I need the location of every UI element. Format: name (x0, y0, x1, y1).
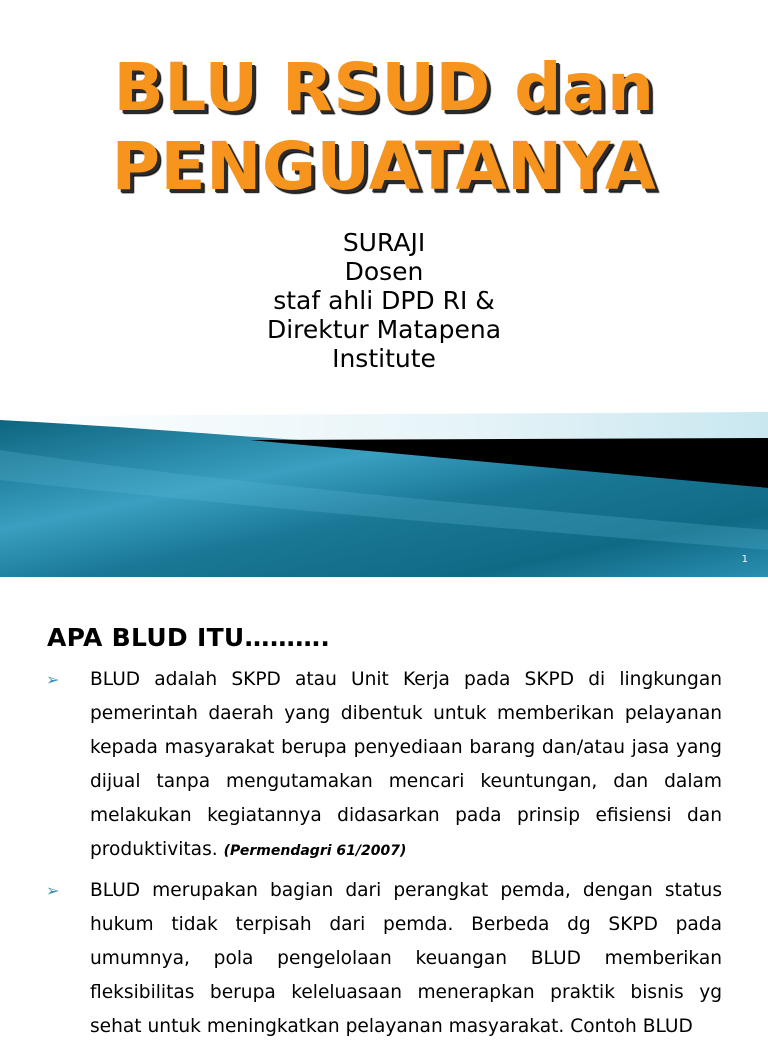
slide-heading: APA BLUD ITU………. (47, 623, 331, 652)
chevron-right-icon: ➢ (46, 881, 60, 900)
slide-subtitle (0, 228, 768, 373)
bullet-item-2 (46, 874, 722, 1044)
subtitle-line-1: SURAJI (342, 228, 426, 257)
page-number: 1 (741, 554, 748, 565)
slide-title-line-2: PENGUATANYA (111, 128, 657, 205)
content-slide (0, 577, 768, 1037)
bullet-list (46, 663, 722, 1050)
bullet-text-1: BLUD adalah SKPD atau Unit Kerja pada SKPD di lingkungan pemerintah daerah yang dibentuk untuk memberikan pelayanan kepada masyarakat berupa penyediaan barang dan/atau jasa yang dijual tanpa mengutamakan mencari keuntungan, dan dalam melakukan kegiatannya didasarkan pada prinsip efisiensi dan produktivitas. (90, 669, 722, 860)
subtitle-line-2: Dosen (344, 257, 424, 286)
decorative-swoosh-band (0, 410, 768, 577)
slide-title (0, 48, 768, 206)
subtitle-line-3: staf ahli DPD RI & (273, 286, 495, 315)
subtitle-line-5: Institute (332, 344, 436, 373)
bullet-text-2: BLUD merupakan bagian dari perangkat pemda, dengan status hukum tidak terpisah dari pemda. Berbeda dg SKPD pada umumnya, pola pengelolaan keuangan BLUD memberikan fleksibilitas berupa keleluasaan menerapkan praktik bisnis yg sehat untuk meningkatkan pelayanan masyarakat. Contoh BLUD (90, 880, 722, 1037)
subtitle-line-4: Direktur Matapena (266, 315, 502, 344)
chevron-right-icon: ➢ (46, 670, 60, 689)
slide-title-line-1: BLU RSUD dan (113, 49, 655, 126)
bullet-citation-1: (Permendagri 61/2007) (223, 843, 407, 859)
bullet-item-1 (46, 663, 722, 868)
